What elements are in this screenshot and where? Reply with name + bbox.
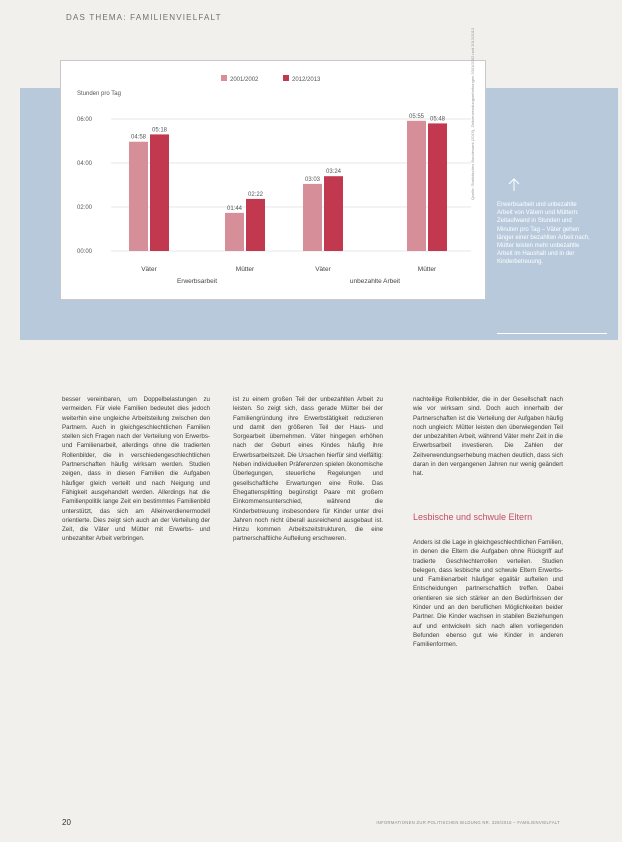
body-column-2: ist zu einem großen Teil der unbezahlten Arbeit zu leisten. So zeigt sich, dass gerade Mütter bei der Familiengründung ihre Erwerbstätigkeit reduzieren und damit den größeren Teil der Haus- und Sorgearbeit übernehmen. Väter hingegen erhöhen nach der Geburt eines Kindes häufig ihre Erwerbsarbeitszeit. Die Ursachen hierfür sind vielfältig: Neben individuellen Präferenzen spielen ökonomische Überlegungen, steuerliche Regelungen und gesellschaftliche Erwartungen eine Rolle. Das Ehegattensplitting begünstigt Paare mit großem Einkommensunterschied, während die Kinderbetreuung insbesondere für Kinder unter drei Jahren noch nicht überall ausreichend ausgebaut ist. Hinzu kommen Arbeitszeitstrukturen, die eine partnerschaftliche Aufteilung erschweren. (233, 396, 383, 543)
body-column-1: besser vereinbaren, um Doppelbelastungen zu vermeiden. Für viele Familien bedeutet dies jedoch weiterhin eine ungleiche Arbeitsteilung zwischen den Partnern. Auch in gleichgeschlechtlichen Familien stellen sich Fragen nach der Verteilung von Erwerbs- und Familienarbeit, allerdings ohne die tradierten Rollenbilder, die in verschiedengeschlechtlichen Partnerschaften häufig wirksam werden. Studien zeigen, dass in diesen Familien die Aufgaben häufiger gleich verteilt und nach Neigung und Fähigkeit ausgehandelt werden. Allerdings hat die Familienpolitik lange Zeit ein bestimmtes Familienbild unterstützt, das sich am Alleinverdienermodell orientierte. Dies zeigt sich auch an der Verteilung der Zeit, die Väter und Mütter mit Erwerbs- und unbezahlter Arbeit verbringen. (62, 396, 210, 543)
bar-2001-2002 (303, 184, 322, 251)
chart-x-labels (141, 266, 437, 285)
bar-2001-2002 (225, 213, 244, 251)
chart-legend (221, 75, 321, 83)
bar-value-label: 03:03 (304, 176, 321, 183)
x-category-label: Väter (141, 266, 157, 273)
page-header: DAS THEMA: FAMILIENVIELFALT (66, 13, 222, 22)
caption-text: Erwerbsarbeit und unbezahlte Arbeit von Vätern und Müttern: Zeitaufwand in Stunden und Minuten pro Tag – Väter gehen länger einer bezahlten Arbeit nach, Mütter leisten mehr unbezahlte Arbeit im Haushalt und in der Kinderbetreuung. (497, 202, 590, 266)
chart-info-icon (508, 178, 520, 192)
bar-value-label: 05:48 (429, 116, 446, 123)
bar-2012-2013 (246, 199, 265, 251)
x-group-label: Erwerbsarbeit (176, 278, 218, 285)
bar-2012-2013 (428, 123, 447, 251)
legend-swatch-2012 (283, 75, 289, 81)
y-tick-label: 00:00 (77, 249, 93, 255)
y-tick-label: 02:00 (77, 205, 93, 211)
bar-value-label: 05:18 (151, 127, 168, 134)
body-column-3-lower: Anders ist die Lage in gleichgeschlechtlichen Familien, in denen die Eltern die Aufgaben ohne Rückgriff auf tradierte Geschlechterrollen verteilen. Studien belegen, dass lesbische und schwule Eltern Erwerbs- und Familienarbeit häufiger egalitär aufteilen und Entscheidungen partnerschaftlich treffen. Dabei orientieren sie sich stärker an den Bedürfnissen der Kinder und an den beruflichen Möglichkeiten beider Partner. Die Kinder wachsen in stabilen Beziehungen auf und entwickeln sich nach allen vorliegenden Befunden ebenso gut wie Kinder in anderen Familienformen. (413, 539, 563, 649)
bar-value-label: 02:22 (247, 191, 264, 198)
legend-swatch-2001 (221, 75, 227, 81)
caption-divider (497, 333, 607, 334)
legend-label-2012: 2012/2013 (292, 77, 321, 83)
y-tick-label: 06:00 (77, 117, 93, 123)
bar-2001-2002 (129, 142, 148, 251)
x-category-label: Mütter (235, 266, 255, 273)
chart-source: Quelle: Statistisches Bundesamt (2015), Zeitverwendungserhebungen 2001/2002 und 2012/2013 (470, 27, 475, 200)
bar-2012-2013 (324, 176, 343, 251)
bar-chart (60, 60, 486, 300)
x-group-label: unbezahlte Arbeit (349, 278, 401, 285)
bar-value-label: 03:24 (325, 169, 342, 176)
bar-2001-2002 (407, 121, 426, 251)
footer-source: INFORMATIONEN ZUR POLITISCHEN BILDUNG NR. 329/2016 – FAMILIENVIELFALT (376, 820, 560, 825)
bar-chart-svg (61, 61, 485, 299)
bar-2012-2013 (150, 134, 169, 251)
body-column-3: nachteilige Rollenbilder, die in der Gesellschaft nach wie vor wirksam sind. Doch auch innerhalb der Partnerschaften ist die Verteilung der Aufgaben häufig noch ungleich: Mütter leisten den überwiegenden Teil der unbezahlten Arbeit, während Väter mehr Zeit in die Erwerbsarbeit investieren. Die Zahlen der Zeitverwendungserhebung machen deutlich, dass sich daran in den vergangenen Jahren nur wenig geändert hat. (413, 396, 563, 478)
x-category-label: Väter (315, 266, 331, 273)
bar-value-label: 01:44 (226, 205, 243, 212)
y-axis-label: Stunden pro Tag (77, 91, 121, 97)
y-tick-label: 04:00 (77, 161, 93, 167)
bar-value-label: 04:58 (130, 134, 147, 141)
x-category-label: Mütter (417, 266, 437, 273)
page-number: 20 (62, 818, 71, 827)
bar-value-label: 05:55 (408, 113, 425, 120)
legend-label-2001: 2001/2002 (230, 77, 259, 83)
chart-bars (129, 114, 447, 251)
section-heading: Lesbische und schwule Eltern (413, 512, 533, 522)
